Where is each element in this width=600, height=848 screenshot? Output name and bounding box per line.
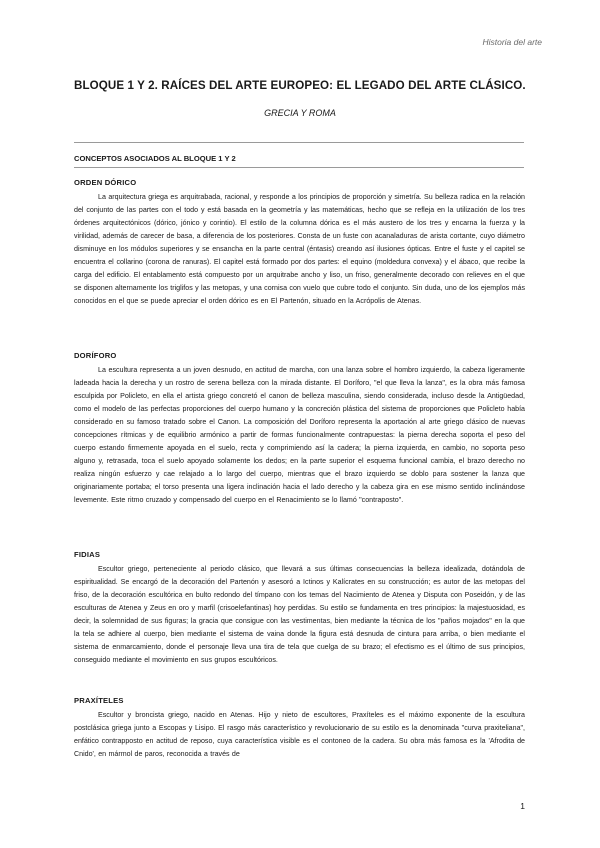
section-heading: FIDIAS [74,550,101,559]
section-fidias [74,550,525,667]
section-heading: ORDEN DÓRICO [74,178,137,187]
concepts-heading: CONCEPTOS ASOCIADOS AL BLOQUE 1 Y 2 [74,154,236,163]
section-praxiteles [74,696,525,761]
section-heading: PRAXÍTELES [74,696,124,705]
section-orden-dorico [74,178,525,308]
section-body: Escultor griego, perteneciente al periodo clásico, que llevará a sus últimas consecuencias la belleza idealizada, dotándola de espiritualidad. Se encargó de la decoración del Partenón y asesoró a Ictinos y Kalícrates en su construcción; es autor de las metopas del friso, de la decoración escultórica en bulto redondo del tímpano con los temas del Nacimiento de Atenea y Disputa con Poseidón, y de las esculturas de Atenea y Zeus en oro y marfil (crisoelefantinas) hoy perdidas. Su estilo se fundamenta en tres principios: la majestuosidad, es decir, la solemnidad de sus figuras; la gracia que consigue con las vestimentas, bien mediante la técnica de los "paños mojados" en la que la tela se adhiere al cuerpo, bien mediante el sistema de vaina donde la figura está desnuda de cintura para arriba, o bien mediante el sistema de enmarcamiento, donde el personaje lleva una tira de tela que cuelga de su brazo; el efectismo es el último de sus principios, conseguido mediante el movimiento en sus grupos escultóricos. [74,565,525,664]
divider-rule [74,167,524,168]
page-number: 1 [520,801,525,811]
document-subtitle: GRECIA Y ROMA [264,108,336,118]
section-doriforo [74,351,525,506]
section-heading: DORÍFORO [74,351,117,360]
divider-rule [74,142,524,143]
section-body: La escultura representa a un joven desnudo, en actitud de marcha, con una lanza sobre el hombro izquierdo, la cabeza ligeramente ladeada hacia la derecha y un rostro de serena belleza con la mirada distante. El Doríforo, "el que lleva la lanza", es la obra más famosa esculpida por Policleto, en ella el artista griego concretó el canon de belleza masculina, siendo considerada, incluso desde la Antigüedad, como el modelo de las perfectas proporciones del cuerpo humano y la concreción plástica del sistema de proporciones que Policleto había considerado en su famoso tratado sobre el Canon. La composición del Doríforo representa la aportación al arte griego clásico de nuevas concepciones rítmicas y de equilibrio armónico a partir de formas funcionalmente contrapuestas: la pierna derecha soporta el peso del cuerpo estando firmemente apoyada en el suelo, recta y comprimiendo así la cadera; la pierna izquierda, en cambio, no soporta peso alguno y, retrasada, toca el suelo apoyado solamente los dedos; en la parte superior el esquema funcional cambia, el brazo derecho no realiza ningún esfuerzo y cae relajado a lo largo del cuerpo, mientras que el brazo izquierdo se doblo para sostener la lanza que originariamente portaba; el torso presenta una ligera inclinación hacia el lado derecho y la cabeza gira en ese mismo sentido inclinándose levemente. Este ritmo cruzado y compensado del cuerpo en el Renacimiento se lo llamó "contraposto". [74,366,525,504]
section-body: La arquitectura griega es arquitrabada, racional, y responde a los principios de proporción y simetría. Su belleza radica en la relación del conjunto de las partes con el todo y está basada en la geometría y las matemáticas, hecho que se refleja en la utilización de los tres órdenes arquitectónicos (dórico, jónico y corintio). El estilo de la columna dórica es el más austero de los tres y encarna la fuerza y la virilidad, además de carecer de basa, a diferencia de los posteriores. Consta de un fuste con acanaladuras de arista cortante, cuyo diámetro disminuye en los módulos superiores y se ensancha en la parte central (éntasis) creando así ilusiones ópticas. Entre el fuste y el capitel se encuentra el collarino (corona de ranuras). El capitel está formado por dos partes: el equino (moldedura convexa) y el ábaco, que recibe la carga del edificio. El entablamento está compuesto por un arquitrabe ancho y liso, un friso, generalmente decorado con relieves en el que se disponen alternamente los triglifos y las metopas, y una cornisa con vuelo que cubre todo el conjunto. Sin duda, uno de los ejemplos más conocidos en el que se puede apreciar el orden dórico es en El Partenón, situado en la Acrópolis de Atenas. [74,193,525,305]
document-title: BLOQUE 1 Y 2. RAÍCES DEL ARTE EUROPEO: EL LEGADO DEL ARTE CLÁSICO. [74,79,526,92]
section-body: Escultor y broncista griego, nacido en Atenas. Hijo y nieto de escultores, Praxíteles es el máximo exponente de la escultura postclásica griega junto a Escopas y Lisipo. El rasgo más característico y revolucionario de su estilo es la denominada "curva praxiteliana", enfático contrapposto en actitud de reposo, cuya característica visible es el contoneo de la cadera. Su obra más famosa es la 'Afrodita de Cnido', en mármol de paros, reconocida a través de [74,711,525,758]
running-header: Historia del arte [482,37,542,47]
